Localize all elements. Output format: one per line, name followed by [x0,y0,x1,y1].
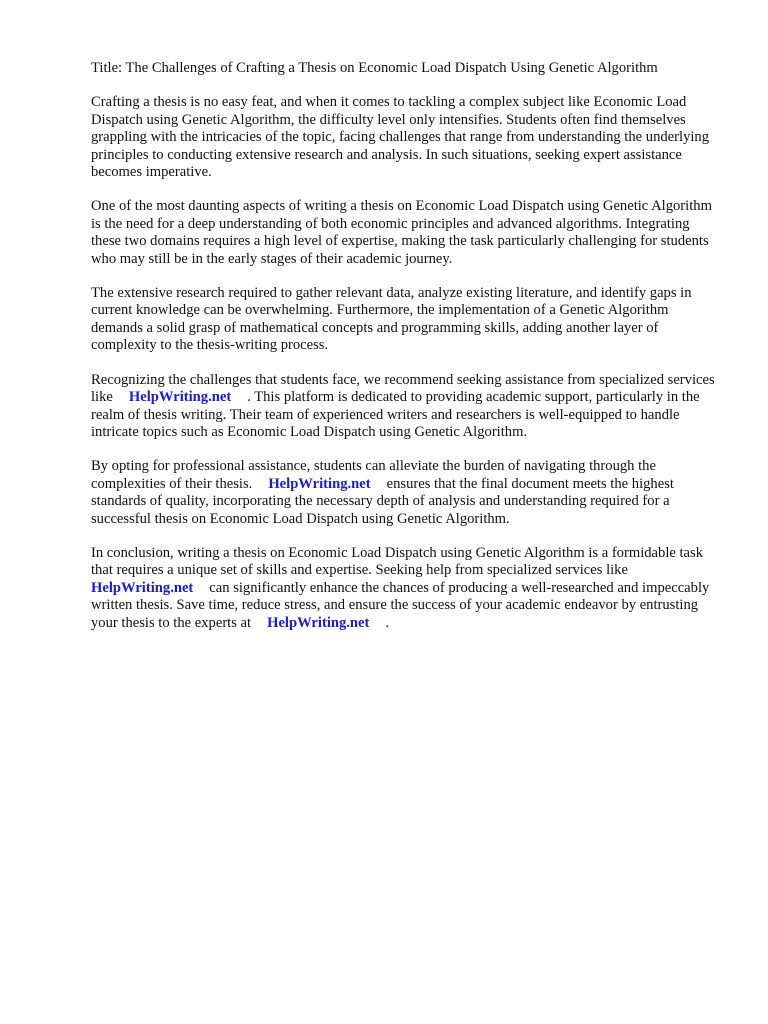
paragraph-text: . This platform is dedicated to providing academic support, particularly in the realm of thesis writing. Their team of experienced writers and researchers is well-equipped to handle intricate topics such as Economic Load Dispatch using Genetic Algorithm. [91,389,700,440]
helpwriting-link[interactable]: HelpWriting.net [128,389,232,406]
paragraph-recommendation [91,372,721,442]
helpwriting-link[interactable]: HelpWriting.net [91,579,194,596]
paragraph-challenges: One of the most daunting aspects of writing a thesis on Economic Load Dispatch using Genetic Algorithm is the need for a deep understanding of both economic principles and advanced algorithms. Integrating these two domains requires a high level of expertise, making the task particularly challenging for students who may still be in the early stages of their academic journey. [91,198,712,267]
paragraph-text: can significantly enhance the chances of producing a well-researched and impeccably written thesis. Save time, reduce stress, and ensure the success of your academic endeavor by entrusting your thesis to the experts at [91,579,710,631]
paragraph-professional-assistance [91,458,721,528]
document-title: Title: The Challenges of Crafting a Thesis on Economic Load Dispatch Using Genetic Algorithm [91,60,658,76]
paragraph-intro: Crafting a thesis is no easy feat, and when it comes to tackling a complex subject like Economic Load Dispatch using Genetic Algorithm, the difficulty level only intensifies. Students often find themselves grappling with the intricacies of the topic, facing challenges that range from understanding the underlying principles to conducting extensive research and analysis. In such situations, seeking expert assistance becomes imperative. [91,94,710,181]
document-page [91,60,721,649]
paragraph-text: In conclusion, writing a thesis on Economic Load Dispatch using Genetic Algorithm is a formidable task that requires a unique set of skills and expertise. Seeking help from specialized services like [91,544,704,579]
helpwriting-link[interactable]: HelpWriting.net [267,614,370,631]
helpwriting-link[interactable]: HelpWriting.net [268,475,371,492]
paragraph-conclusion [91,545,721,632]
paragraph-research: The extensive research required to gather relevant data, analyze existing literature, and identify gaps in current knowledge can be overwhelming. Furthermore, the implementation of a Genetic Algorithm demands a solid grasp of mathematical concepts and programming skills, adding another layer of complexity to the thesis-writing process. [91,285,692,354]
paragraph-text: Recognizing the challenges that students face, we recommend seeking assistance from specialized services like [91,371,715,406]
paragraph-text: ensures that the final document meets the highest standards of quality, incorporating the necessary depth of analysis and understanding required for a successful thesis on Economic Load Dispatch using Genetic Algorithm. [91,475,674,527]
paragraph-text: . [385,614,390,631]
paragraph-text: By opting for professional assistance, students can alleviate the burden of navigating through the complexities of their thesis. [91,458,656,492]
